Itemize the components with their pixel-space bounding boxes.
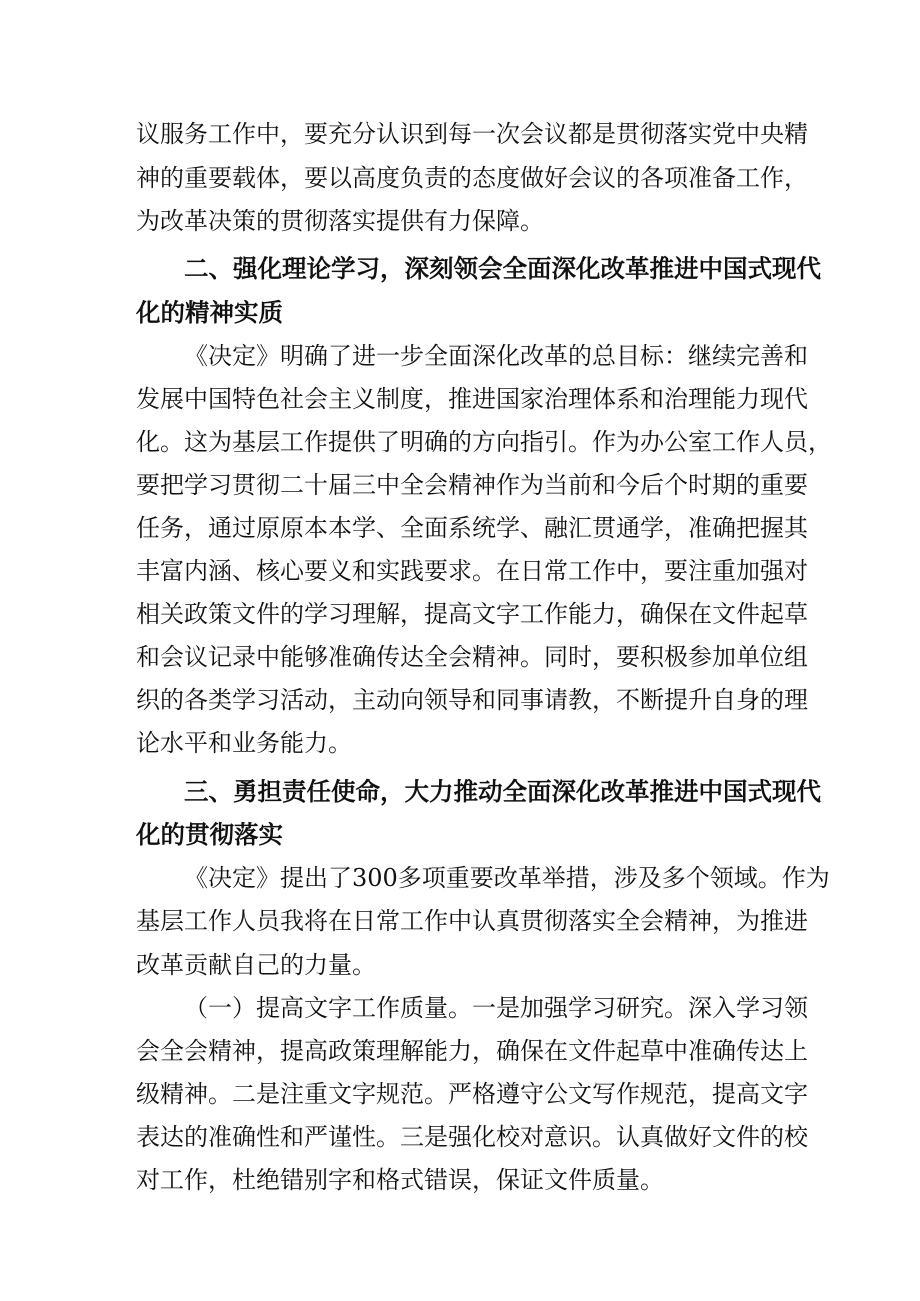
text-line: 对工作，杜绝错别字和格式错误，保证文件质量。 bbox=[136, 1166, 664, 1194]
text-line: 表达的准确性和严谨性。三是强化校对意识。认真做好文件的校 bbox=[136, 1123, 808, 1151]
text-line: 要把学习贯彻二十届三中全会精神作为当前和今后个时期的重要 bbox=[136, 471, 808, 499]
text-line: 《决定》明确了进一步全面深化改革的总目标：继续完善和 bbox=[184, 342, 808, 370]
heading-line: 三、勇担责任使命，大力推动全面深化改革推进中国式现代 bbox=[184, 777, 821, 806]
text-line: 和会议记录中能够准确传达全会精神。同时，要积极参加单位组 bbox=[136, 643, 808, 671]
heading-line: 化的精神实质 bbox=[136, 298, 283, 327]
text-line: （一）提高文字工作质量。一是加强学习研究。深入学习领 bbox=[184, 994, 808, 1022]
text-line: 改革贡献自己的力量。 bbox=[136, 951, 376, 979]
text-line: 议服务工作中，要充分认识到每一次会议都是贯彻落实党中央精 bbox=[136, 120, 808, 148]
text-line: 任务，通过原原本本学、全面系统学、融汇贯通学，准确把握其 bbox=[136, 514, 808, 542]
text-line: 基层工作人员我将在日常工作中认真贯彻落实全会精神，为推进 bbox=[136, 907, 808, 935]
text-line: 化。这为基层工作提供了明确的方向指引。作为办公室工作人员， bbox=[136, 428, 832, 456]
text-line: 织的各类学习活动，主动向领导和同事请教，不断提升自身的理 bbox=[136, 686, 808, 714]
text-line: 《决定》提出了300多项重要改革举措，涉及多个领域。作为 bbox=[184, 864, 830, 892]
text-line: 发展中国特色社会主义制度，推进国家治理体系和治理能力现代 bbox=[136, 385, 808, 413]
text-line: 为改革决策的贯彻落实提供有力保障。 bbox=[136, 207, 544, 235]
text-line: 会全会精神，提高政策理解能力，确保在文件起草中准确传达上 bbox=[136, 1037, 808, 1065]
text-line: 论水平和业务能力。 bbox=[136, 729, 352, 757]
heading-line: 化的贯彻落实 bbox=[136, 820, 283, 849]
text-line: 相关政策文件的学习理解，提高文字工作能力，确保在文件起草 bbox=[136, 600, 808, 628]
text-line: 神的重要载体，要以高度负责的态度做好会议的各项准备工作， bbox=[136, 164, 808, 192]
text-line: 级精神。二是注重文字规范。严格遵守公文写作规范，提高文字 bbox=[136, 1080, 808, 1108]
text-line: 丰富内涵、核心要义和实践要求。在日常工作中，要注重加强对 bbox=[136, 557, 808, 585]
heading-line: 二、强化理论学习，深刻领会全面深化改革推进中国式现代 bbox=[184, 254, 821, 283]
